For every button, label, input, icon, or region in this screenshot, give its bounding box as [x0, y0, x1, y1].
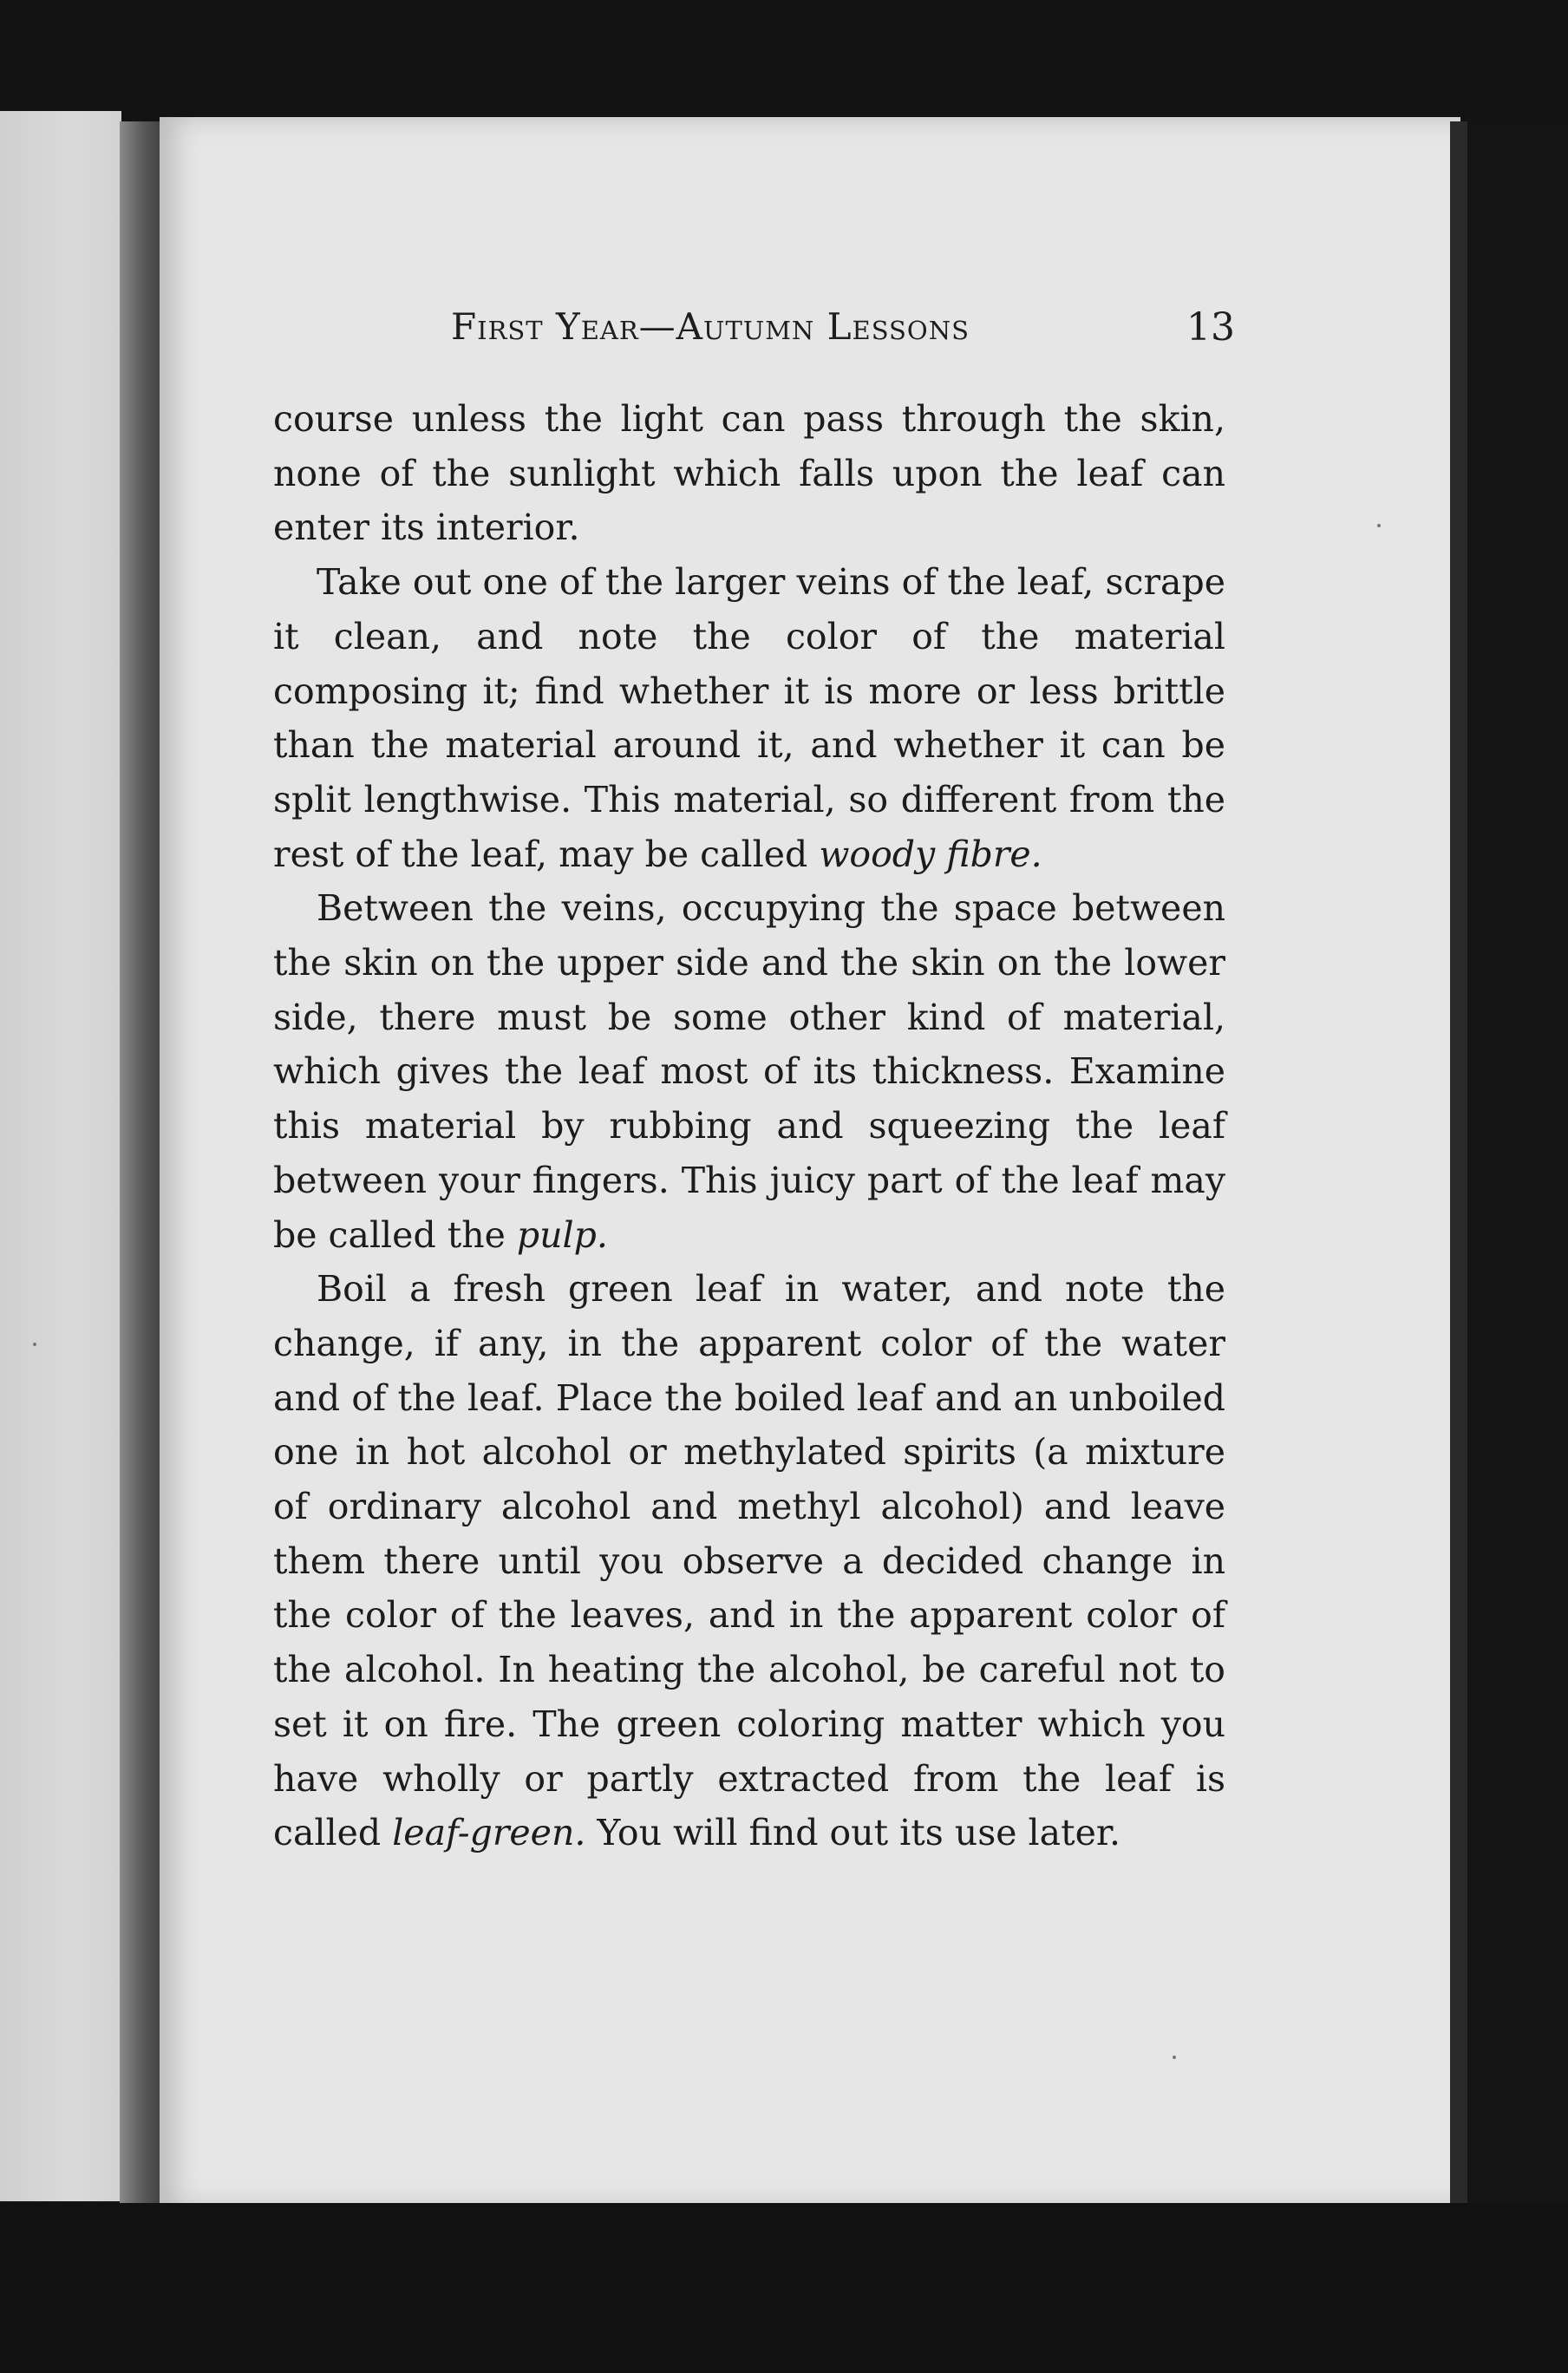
page-number: 13 [1186, 305, 1235, 350]
italic-term: leaf-green. [392, 1812, 586, 1854]
dust-speck [1173, 2056, 1176, 2059]
text-run: Take out one of the larger veins of the leaf, scrape it clean, and note the color of the material composing it; find whether it is more or less brittle than the material around it, and whether it can be split lengthwise. This material, so different from the rest of the leaf, may be called [273, 561, 1225, 875]
page-right-edge [1450, 121, 1467, 2203]
dust-speck [33, 1343, 36, 1346]
body-text [273, 392, 1225, 1860]
text-run: You will find out its use later. [585, 1812, 1120, 1854]
running-head [451, 305, 1232, 348]
running-head-text: First Year—Autumn Lessons [451, 305, 970, 348]
dust-speck [1377, 524, 1381, 527]
text-run: Boil a fresh green leaf in water, and note the change, if any, in the apparent color of the water and of the leaf. Place the boiled leaf and an unboiled one in hot alcohol or methylated spirits (a mixture of ordinary alcohol and methyl alcohol) and leave them there until you observe a decided change in the color of the leaves, and in the apparent color of the alcohol. In heating the alcohol, be careful not to set it on fire. The green coloring matter which you have wholly or partly extracted from the leaf is called [273, 1268, 1225, 1854]
paragraph [273, 392, 1225, 555]
scan-background-top [0, 0, 1568, 121]
scan-background-bottom [0, 2203, 1568, 2373]
text-run: course unless the light can pass through the skin, none of the sunlight which falls upon the leaf can enter its interior. [273, 398, 1225, 549]
facing-page-edge [0, 111, 121, 2201]
italic-term: pulp. [516, 1213, 608, 1256]
italic-term: woody fibre. [819, 833, 1042, 875]
paragraph [273, 555, 1225, 881]
paragraph [273, 1262, 1225, 1860]
text-run: Between the veins, occupying the space between the skin on the upper side and the skin on the lower side, there must be some other kind of material, which gives the leaf most of its thickness. Examine this material by rubbing and squeezing the leaf between your fingers. This juicy part of the leaf may be called the [273, 887, 1225, 1256]
paragraph [273, 881, 1225, 1262]
